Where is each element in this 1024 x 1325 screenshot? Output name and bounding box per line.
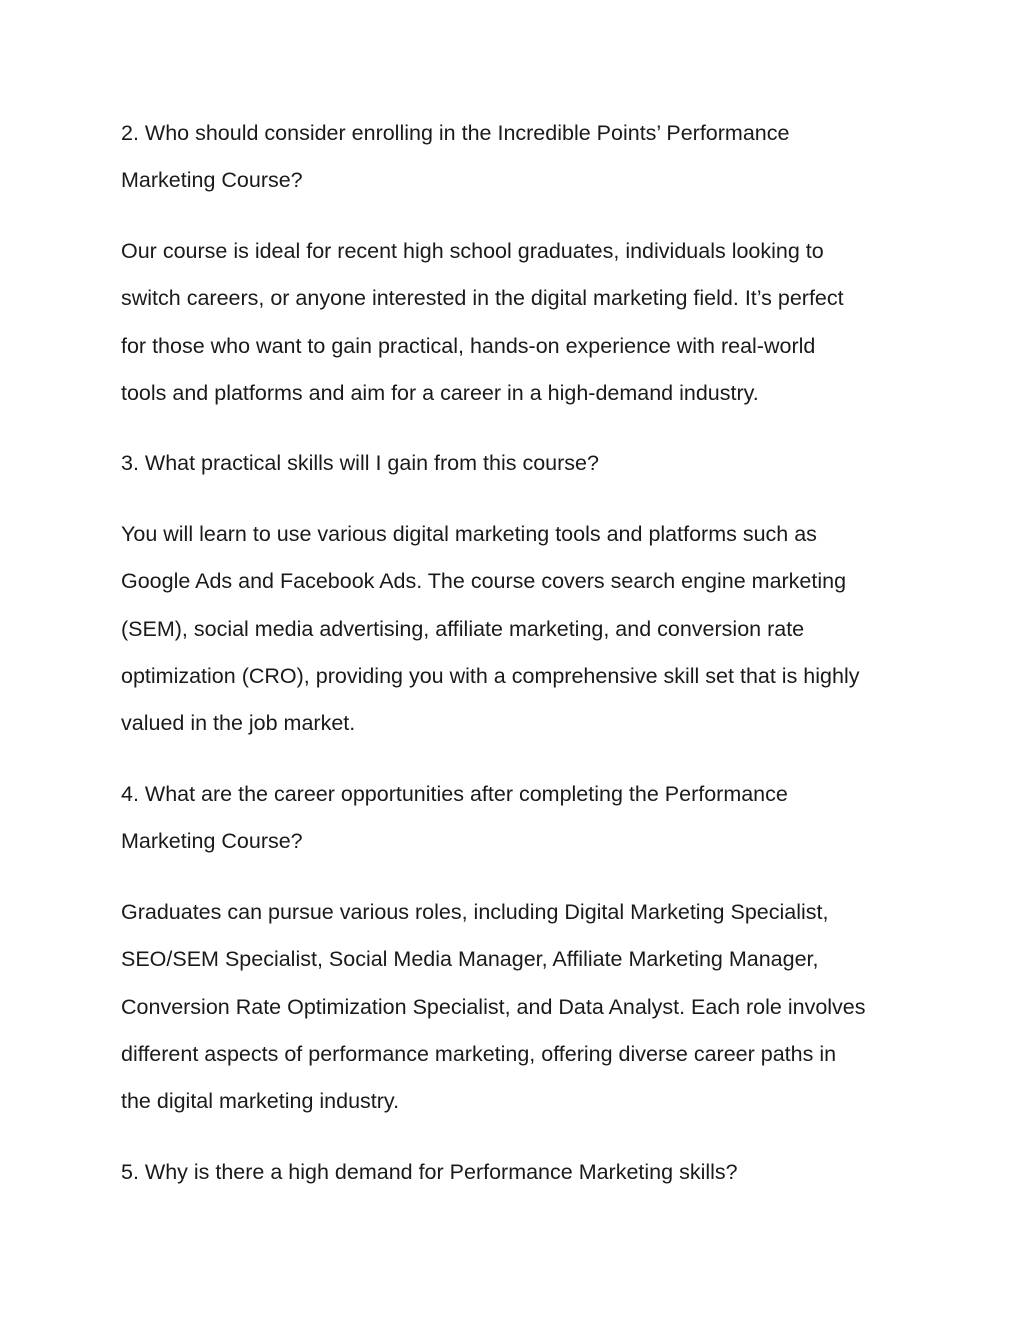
- faq-answer: [121, 511, 911, 748]
- faq-question: [121, 1149, 911, 1196]
- text-line: Conversion Rate Optimization Specialist, and Data Analyst. Each role involves: [121, 994, 866, 1019]
- faq-question: [121, 440, 911, 487]
- faq-answer: [121, 228, 911, 418]
- text-line: 5. Why is there a high demand for Performance Marketing skills?: [121, 1159, 738, 1184]
- faq-question: [121, 771, 911, 866]
- text-line: SEO/SEM Specialist, Social Media Manager, Affiliate Marketing Manager,: [121, 947, 819, 972]
- document-page: [121, 110, 911, 1219]
- text-line: 2. Who should consider enrolling in the Incredible Points’ Performance: [121, 121, 790, 145]
- text-line: Our course is ideal for recent high school graduates, individuals looking to: [121, 238, 824, 263]
- text-line: valued in the job market.: [121, 711, 356, 736]
- text-line: Marketing Course?: [121, 168, 303, 193]
- faq-question: [121, 110, 911, 205]
- text-line: Google Ads and Facebook Ads. The course covers search engine marketing: [121, 569, 847, 594]
- text-line: 3. What practical skills will I gain from this course?: [121, 451, 599, 476]
- text-line: (SEM), social media advertising, affiliate marketing, and conversion rate: [121, 616, 805, 641]
- text-line: 4. What are the career opportunities after completing the Performance: [121, 781, 788, 806]
- text-line: Graduates can pursue various roles, including Digital Marketing Specialist,: [121, 899, 829, 924]
- text-line: optimization (CRO), providing you with a comprehensive skill set that is highly: [121, 664, 860, 689]
- text-line: tools and platforms and aim for a career in a high-demand industry.: [121, 381, 759, 406]
- text-line: switch careers, or anyone interested in the digital marketing field. It’s perfect: [121, 286, 844, 311]
- text-line: Marketing Course?: [121, 829, 303, 854]
- text-line: different aspects of performance marketing, offering diverse career paths in: [121, 1041, 837, 1066]
- text-line: You will learn to use various digital marketing tools and platforms such as: [121, 521, 817, 546]
- faq-answer: [121, 889, 911, 1126]
- text-line: the digital marketing industry.: [121, 1089, 400, 1114]
- text-line: for those who want to gain practical, hands-on experience with real-world: [121, 333, 816, 358]
